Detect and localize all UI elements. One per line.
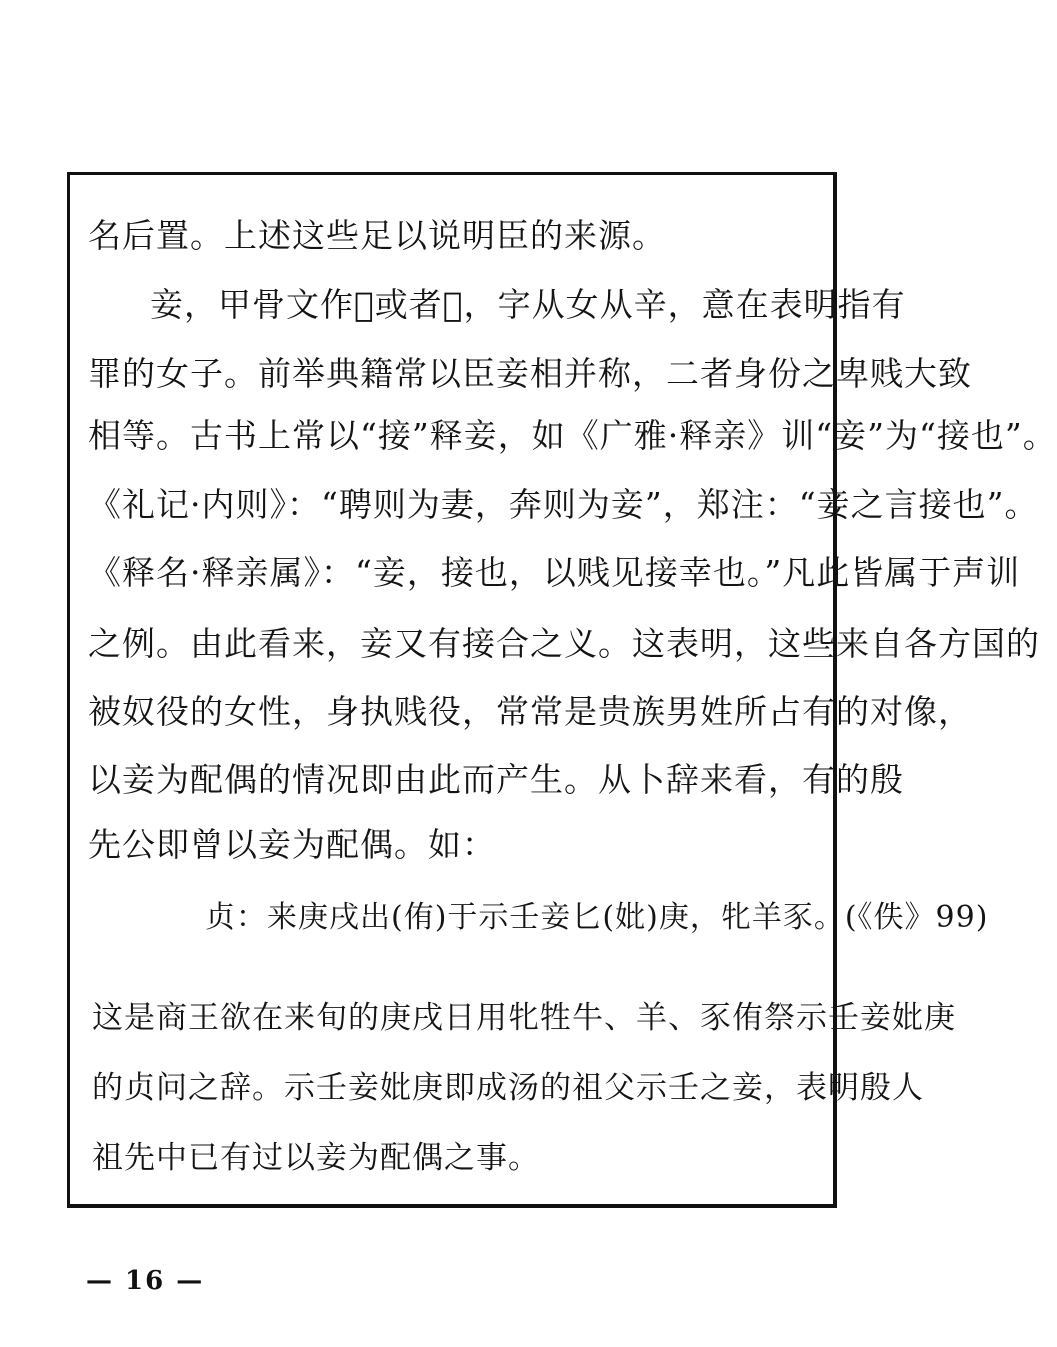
text-frame — [67, 172, 837, 1208]
text-line-3: 罪的女子。前举典籍常以臣妾相并称，二者身份之卑贱大致 — [88, 354, 972, 393]
text-line-7: 之例。由此看来，妾又有接合之义。这表明，这些来自各方国的 — [88, 624, 1040, 663]
text-line-14: 祖先中已有过以妾为配偶之事。 — [92, 1140, 540, 1176]
text-line-1: 名后置。上述这些足以说明臣的来源。 — [88, 216, 666, 255]
text-line-5: 《礼记·内则》：“聘则为妻，奔则为妾”，郑注：“妾之言接也”。 — [88, 485, 1039, 524]
text-line-6: 《释名·释亲属》：“妾，接也，以贱见接幸也。”凡此皆属于声训 — [88, 553, 1021, 592]
text-line-10: 先公即曾以妾为配偶。如： — [88, 825, 496, 864]
page-number: — 16 — — [86, 1266, 205, 1296]
text-line-12: 这是商王欲在来旬的庚戌日用牝牲牛、羊、豕侑祭示壬妾妣庚 — [92, 1000, 956, 1036]
text-line-4: 相等。古书上常以“接”释妾，如《广雅·释亲》训“妾”为“接也”。 — [88, 416, 1057, 455]
text-line-9: 以妾为配偶的情况即由此而产生。从卜辞来看，有的殷 — [88, 760, 904, 799]
quotation-line: 贞：来庚戌出(侑)于示壬妾匕(妣)庚，牝羊豕。(《佚》99) — [205, 900, 989, 935]
text-line-2: 妾，甲骨文作𡚬或者𡛉，字从女从辛，意在表明指有 — [150, 285, 906, 324]
text-line-13: 的贞问之辞。示壬妾妣庚即成汤的祖父示壬之妾，表明殷人 — [92, 1070, 924, 1106]
text-line-8: 被奴役的女性，身执贱役，常常是贵族男姓所占有的对像， — [88, 692, 972, 731]
